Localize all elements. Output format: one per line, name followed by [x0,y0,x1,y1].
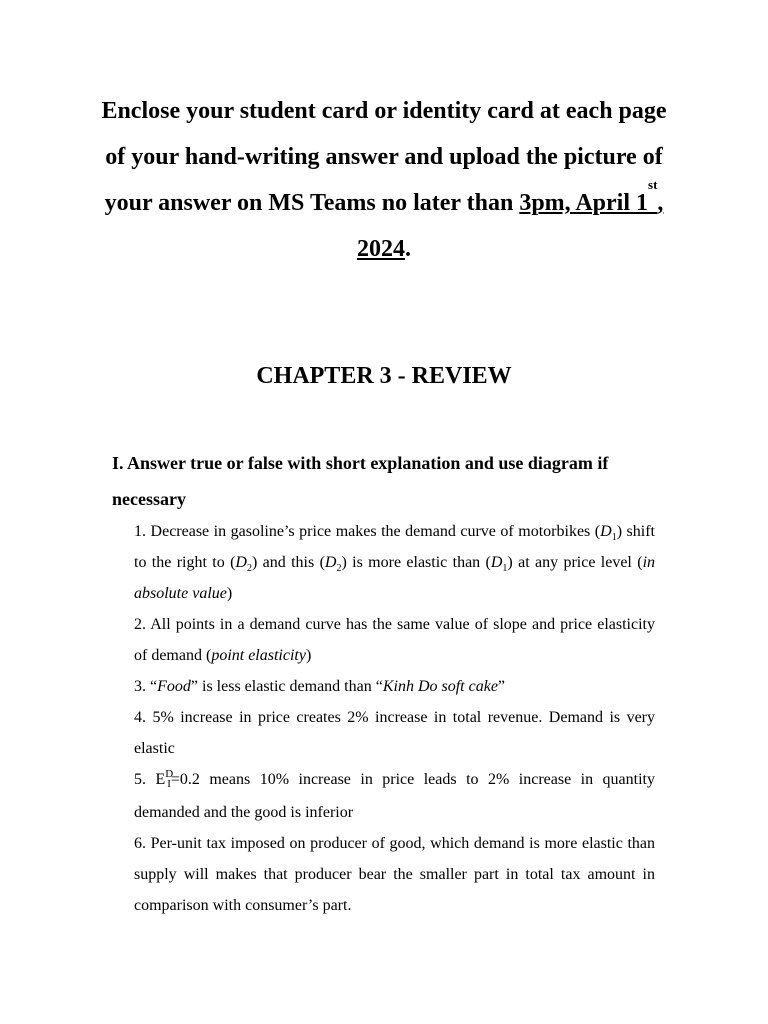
question-5 [134,764,655,828]
chapter-title: CHAPTER 3 - REVIEW [256,363,512,389]
elasticity-symbol [165,768,174,790]
q1-text-a: 1. Decrease in gasoline’s price makes the demand curve of motorbikes ( [134,523,601,540]
notice-text: Enclose your student card or identity card at each page of your hand-writing answer and upload the picture of your answer on MS Teams no later than [101,98,667,216]
q1-d2-sub: 2 [246,563,252,575]
q3-italic-cake: Kinh Do soft cake [382,678,498,695]
notice-end: . [405,236,411,262]
question-1 [134,516,655,609]
q2-text-b: ) [305,647,312,664]
deadline-year: , 2024 [357,190,664,262]
q1-italic: in absolute value [134,554,656,602]
q3-text-b: ” is less elastic demand than “ [190,678,383,695]
q5-text-b: =0.2 means 10% increase in price leads to 2% increase in quantity demanded and the good is inferior [134,771,655,821]
submission-notice [100,88,668,272]
q1-d1-second-sub: 1 [502,563,508,575]
q3-italic-food: Food [157,678,191,695]
q1-text-e: ) at any price level ( [507,554,643,571]
question-2 [134,609,655,671]
q1-text-b: ) shift to the right to ( [134,523,655,571]
q1-d2: D [235,554,247,571]
q3-text-c: ” [497,678,506,695]
question-4: 4. 5% increase in price creates 2% increase in total revenue. Demand is very elastic [134,709,655,757]
q1-text-f: ) [226,585,233,602]
q3-text-a: 3. “ [134,678,158,695]
q5-subscript: I [167,778,171,790]
q1-d1-second: D [490,554,503,571]
question-3 [134,671,655,702]
q1-d1-sub: 1 [611,532,617,544]
q1-text-d: ) is more elastic than ( [341,554,491,571]
deadline-time: 3pm, April 1 [519,190,649,216]
q2-italic: point elasticity [211,647,306,664]
q1-d1: D [600,523,612,540]
question-list [134,516,655,921]
q2-text-a: 2. All points in a demand curve has the same value of slope and price elasticity of demand ( [134,616,655,664]
q5-superscript: D [165,768,174,780]
section-heading: I. Answer true or false with short explanation and use diagram if necessary [112,453,609,509]
question-6: 6. Per-unit tax imposed on producer of good, which demand is more elastic than supply will makes that producer bear the smaller part in total tax amount in comparison with consumer’s part. [134,835,655,914]
q1-d2-second: D [324,554,337,571]
q5-text-a: 5. E [134,771,166,788]
q1-d2-second-sub: 2 [336,563,342,575]
deadline-ordinal: st [648,177,658,192]
q1-text-c: ) and this ( [251,554,325,571]
